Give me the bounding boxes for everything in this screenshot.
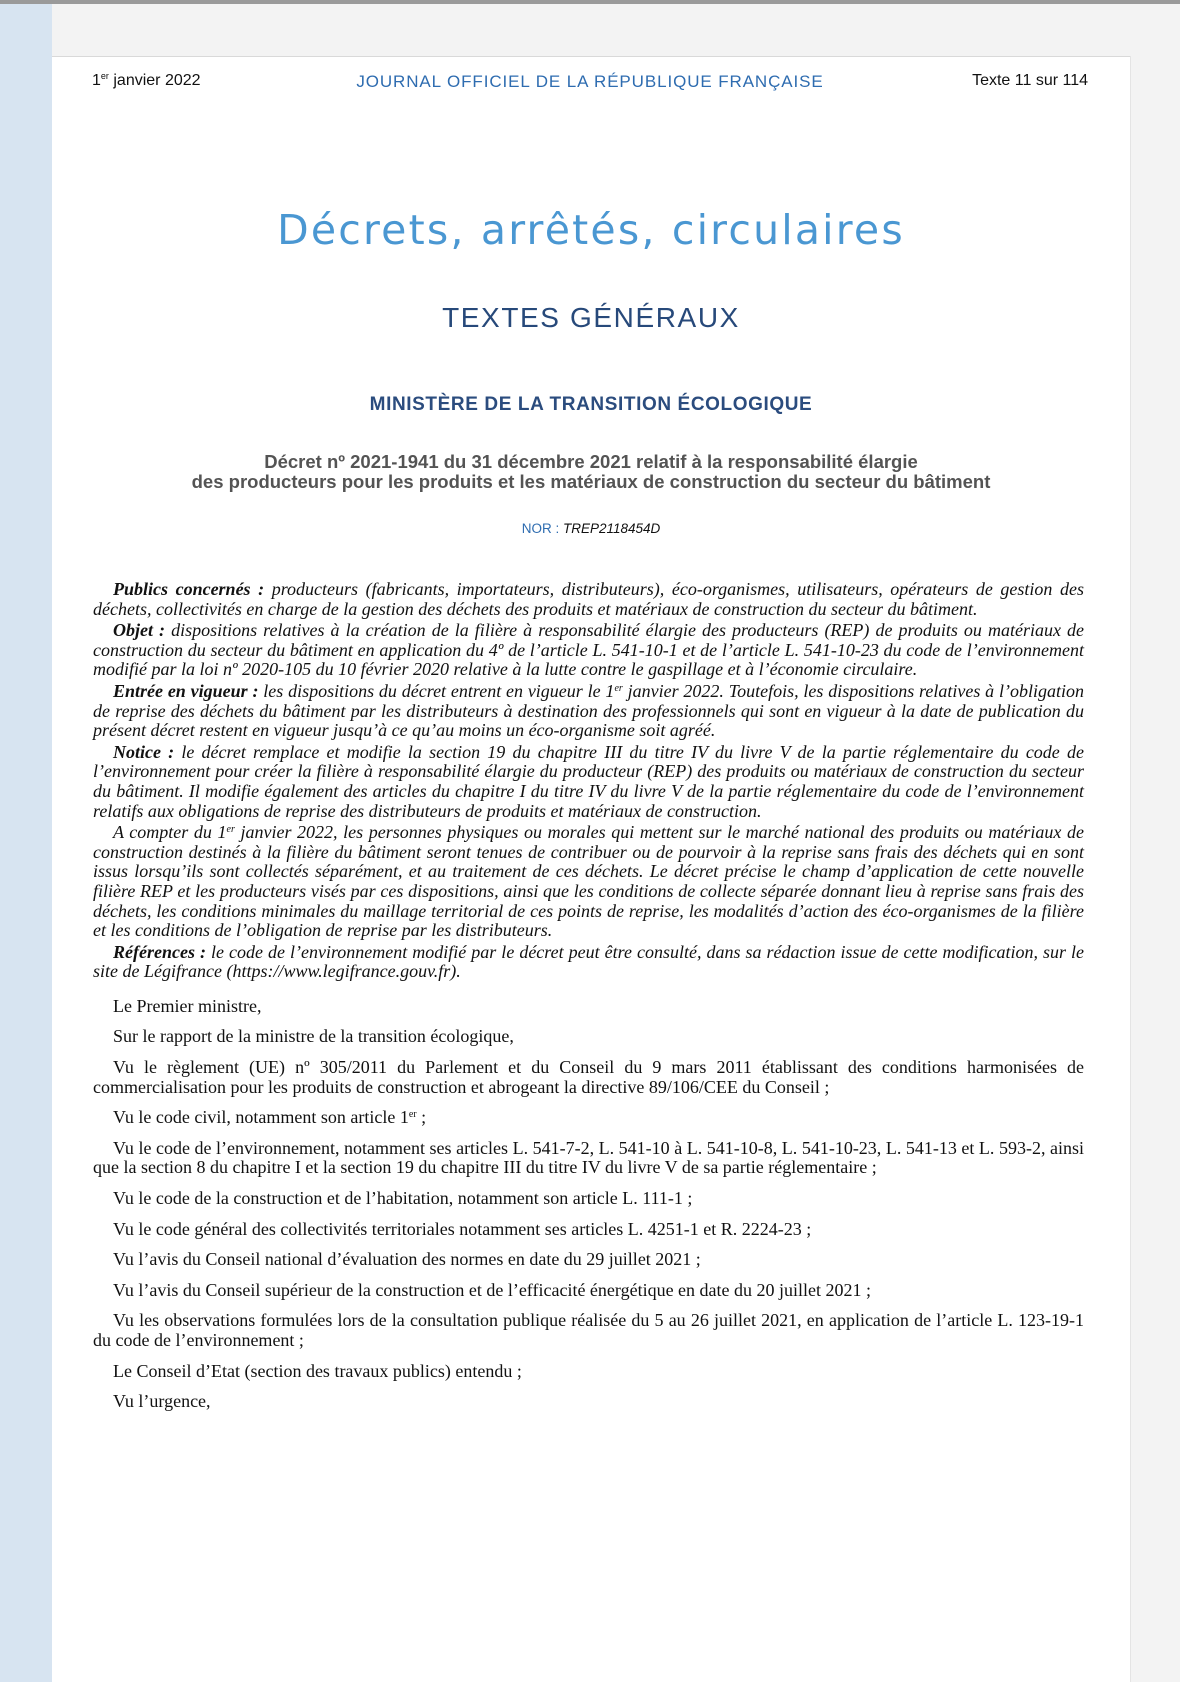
nor-reference: NOR : TREP2118454D bbox=[521, 521, 661, 536]
urgence-line: Vu l’urgence, bbox=[113, 1391, 211, 1412]
subsection-title: TEXTES GÉNÉRAUX bbox=[442, 302, 740, 333]
journal-title: JOURNAL OFFICIEL DE LA RÉPUBLIQUE FRANÇAISE bbox=[356, 72, 824, 91]
section-title: Décrets, arrêtés, circulaires bbox=[277, 206, 905, 254]
ministry-title: MINISTÈRE DE LA TRANSITION ÉCOLOGIQUE bbox=[369, 394, 813, 415]
decree-title-line-2: des producteurs pour les produits et les matériaux de construction du secteur du bâtiment bbox=[191, 471, 991, 492]
publics-paragraph: Publics concernés : producteurs (fabricants, importateurs, distributeurs), éco-organismes, utilisateurs, opérateurs de gestion des déchets, collectivités en charge de la gestion des déchets des produits et matériaux de construction du secteur du bâtiment. bbox=[93, 579, 1084, 619]
observations-line: Vu les observations formulées lors de la consultation publique réalisée du 5 au 26 juillet 2021, en application de l’article L. 123-19-1 du code de l’environnement ; bbox=[93, 1310, 1084, 1350]
summary-block bbox=[93, 580, 1084, 982]
document-page bbox=[52, 56, 1131, 1682]
conseil-etat-line: Le Conseil d’Etat (section des travaux publics) entendu ; bbox=[113, 1360, 522, 1381]
header-date: 1er janvier 2022 bbox=[92, 71, 201, 89]
avis-cscee-line: Vu l’avis du Conseil supérieur de la construction et de l’efficacité énergétique en date du 20 juillet 2021 ; bbox=[113, 1279, 872, 1300]
viewer-left-margin bbox=[0, 4, 52, 1682]
document-body bbox=[93, 580, 1084, 1423]
compter-paragraph: A compter du 1er janvier 2022, les personnes physiques ou morales qui mettent sur le marché national des produits ou matériaux de construction destinés à la filière du bâtiment seront tenues de contribuer ou de pourvoir à la reprise sans frais des déchets qui en sont issus lorsqu’ils sont collectés séparément, et au traitement de ces déchets. Le décret précise le champ d’application de cette nouvelle filière REP et les producteurs visés par ces dispositions, ainsi que les conditions de collecte séparée donnant lieu à reprise sans frais des déchets, les conditions minimales du maillage territorial de ces points de reprise, les modalités d’action des éco-organismes de la filière et les conditions de l’obligation de reprise par les distributeurs. bbox=[93, 822, 1084, 941]
code-collectivites-line: Vu le code général des collectivités territoriales notamment ses articles L. 4251-1 et R. 2224-23 ; bbox=[113, 1218, 812, 1239]
reglement-line: Vu le règlement (UE) nº 305/2011 du Parlement et du Conseil du 9 mars 2011 établissant des conditions harmonisées de commercialisation pour les produits de construction et abrogeant la directive 89/106/CEE du Conseil ; bbox=[93, 1057, 1084, 1097]
viewer-top-bar bbox=[0, 0, 1180, 4]
code-construction-line: Vu le code de la construction et de l’habitation, notamment son article L. 111-1 ; bbox=[113, 1188, 693, 1209]
references-paragraph: Références : le code de l’environnement modifié par le décret peut être consulté, dans sa rédaction issue de cette modification, sur le site de Légifrance (https://www.legifrance.gouv.fr). bbox=[93, 941, 1085, 982]
decree-title bbox=[52, 452, 1130, 492]
avis-cnen-line: Vu l’avis du Conseil national d’évaluation des normes en date du 29 juillet 2021 ; bbox=[113, 1249, 701, 1270]
entree-paragraph: Entrée en vigueur : les dispositions du décret entrent en vigueur le 1er janvier 2022. Toutefois, les dispositions relatives à l’obligation de reprise des déchets du bâtiment par les distributeurs à destination des professionnels qui sont en vigueur à la date de publication du présent décret restent en vigueur jusqu’à ce qu’au moins un éco-organisme soit agréé. bbox=[93, 680, 1084, 741]
visa-block bbox=[93, 997, 1084, 1412]
notice-paragraph: Notice : le décret remplace et modifie la section 19 du chapitre III du titre IV du livre V de la partie réglementaire du code de l’environnement pour créer la filière à responsabilité élargie du producteur (REP) des produits ou matériaux de construction du secteur du bâtiment. Il modifie également des articles du chapitre I du titre IV du livre V de la partie réglementaire du code de l’environnement relatifs aux obligations de reprise des distributeurs de produits et matériaux de construction. bbox=[93, 741, 1084, 821]
premier-ministre-line: Le Premier ministre, bbox=[113, 995, 262, 1016]
page-header bbox=[92, 72, 1088, 96]
decree-title-line-1: Décret nº 2021-1941 du 31 décembre 2021 relatif à la responsabilité élargie bbox=[264, 451, 918, 472]
code-civil-line: Vu le code civil, notamment son article 1er ; bbox=[113, 1107, 427, 1128]
header-rule bbox=[52, 56, 1130, 57]
objet-paragraph: Objet : dispositions relatives à la création de la filière à responsabilité élargie des producteurs (REP) de produits ou matériaux de construction du secteur du bâtiment en application du 4º de l’article L. 541-10-1 et de l’article L. 541-10-23 du code de l’environnement modifié par la loi nº 2020-105 du 10 février 2020 relative à la lutte contre le gaspillage et à l’économie circulaire. bbox=[93, 620, 1085, 680]
nor-value: TREP2118454D bbox=[562, 521, 661, 536]
code-environnement-line: Vu le code de l’environnement, notamment ses articles L. 541-7-2, L. 541-10 à L. 541-10-8, L. 541-10-23, L. 541-13 et L. 593-2, ainsi que la section 8 du chapitre I et la section 19 du chapitre III du titre IV du livre V de sa partie réglementaire ; bbox=[93, 1137, 1084, 1178]
text-number: Texte 11 sur 114 bbox=[972, 72, 1088, 89]
rapport-line: Sur le rapport de la ministre de la transition écologique, bbox=[113, 1026, 514, 1047]
